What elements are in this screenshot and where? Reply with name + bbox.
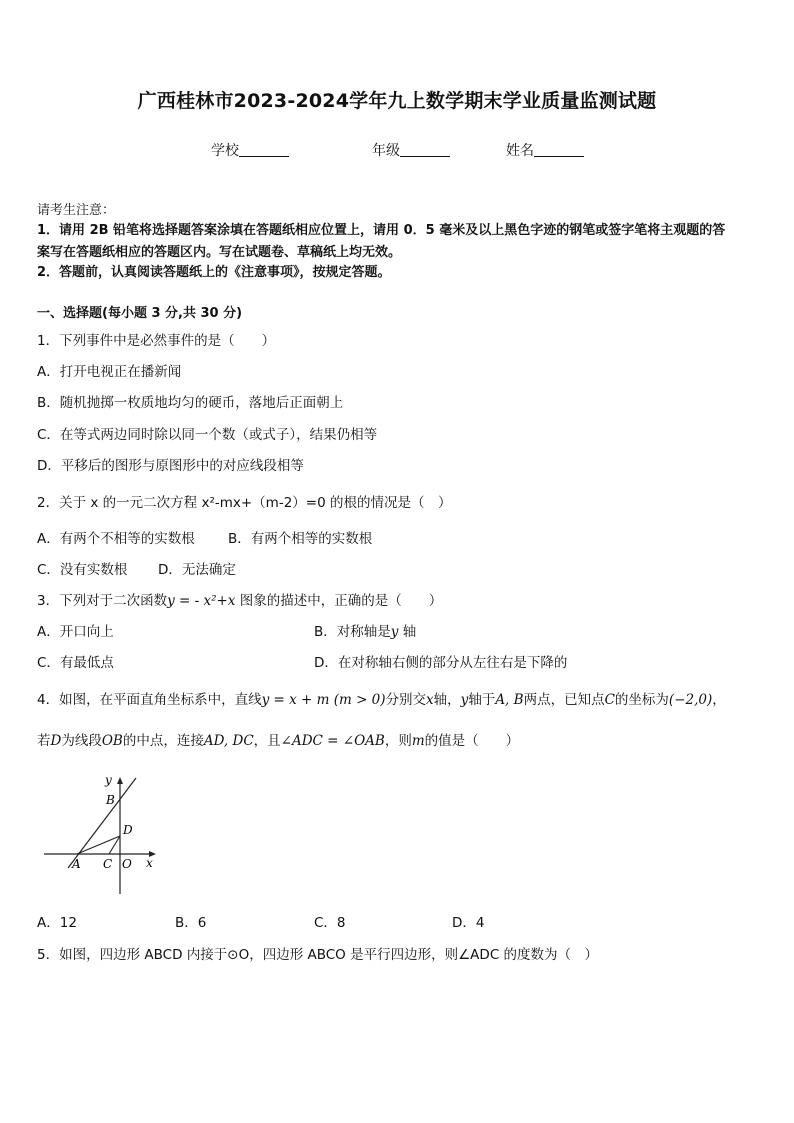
q4-math: ∠ADC = ∠OAB bbox=[280, 733, 385, 749]
q1-option-c[interactable]: C．在等式两边同时除以同一个数（或式子），结果仍相等 bbox=[37, 427, 378, 443]
q4-math: AD, DC bbox=[203, 733, 254, 749]
notice-heading: 请考生注意： bbox=[37, 203, 116, 218]
section-heading: 一、选择题(每小题 3 分,共 30 分) bbox=[37, 306, 243, 321]
q2-stem: 2．关于 x 的一元二次方程 x²-mx+（m-2）=0 的根的情况是（ ） bbox=[37, 495, 452, 511]
page-title: 广西桂林市2023-2024学年九上数学期末学业质量监测试题 bbox=[137, 90, 657, 112]
y-axis-arrow bbox=[117, 777, 123, 784]
q4-math: y bbox=[460, 692, 469, 708]
q3-option-c[interactable]: C．有最低点 bbox=[37, 655, 114, 671]
q2-option-b[interactable]: B．有两个相等的实数根 bbox=[228, 531, 373, 547]
q4-option-a[interactable]: A．12 bbox=[37, 915, 77, 931]
q4-text: 的坐标为 bbox=[614, 692, 669, 708]
q1-option-a[interactable]: A．打开电视正在播新闻 bbox=[37, 364, 182, 380]
q4-text: 轴于 bbox=[468, 692, 496, 708]
q1-option-d[interactable]: D．平移后的图形与原图形中的对应线段相等 bbox=[37, 458, 304, 474]
grade-blank[interactable] bbox=[400, 142, 450, 157]
q4-option-c[interactable]: C．8 bbox=[314, 915, 346, 931]
label-d: D bbox=[123, 823, 133, 837]
q4-math: OB bbox=[101, 733, 123, 749]
q4-text: 轴， bbox=[433, 692, 461, 708]
q5-stem: 5．如图，四边形 ABCD 内接于⊙O，四边形 ABCO 是平行四边形，则∠ADC 的度数为（ ） bbox=[37, 947, 599, 963]
q4-text: 的中点，连接 bbox=[122, 733, 204, 749]
q4-math: y = x + m (m > 0) bbox=[261, 692, 386, 708]
name-blank[interactable] bbox=[534, 142, 584, 157]
q4-text: 两点，已知点 bbox=[523, 692, 605, 708]
grade-field[interactable] bbox=[372, 140, 450, 160]
segment-ad bbox=[77, 836, 120, 854]
label-x: x bbox=[146, 856, 153, 870]
q1-stem: 1．下列事件中是必然事件的是（ ） bbox=[37, 333, 276, 349]
q4-math: m bbox=[411, 733, 425, 749]
q3-stem-text-1: 3．下列对于二次函数 bbox=[37, 593, 168, 609]
q4-option-b[interactable]: B．6 bbox=[175, 915, 207, 931]
grade-label: 年级 bbox=[372, 143, 400, 159]
q4-text: 的值是（ ） bbox=[424, 733, 520, 749]
q4-text: 若 bbox=[37, 733, 51, 749]
q4-math: C bbox=[604, 692, 615, 708]
q4-stem-line-2 bbox=[37, 731, 519, 751]
q3-option-b[interactable] bbox=[314, 622, 416, 642]
school-label: 学校 bbox=[211, 143, 239, 159]
notice-item-2: 2．答题前，认真阅读答题纸上的《注意事项》，按规定答题。 bbox=[37, 265, 391, 280]
q3-option-b-text-1: B．对称轴是 bbox=[314, 624, 391, 640]
q1-option-b[interactable]: B．随机抛掷一枚质地均匀的硬币，落地后正面朝上 bbox=[37, 395, 344, 411]
q4-text: 分别交 bbox=[385, 692, 427, 708]
label-a: A bbox=[72, 857, 81, 871]
q2-option-d[interactable]: D．无法确定 bbox=[158, 562, 236, 578]
q3-stem bbox=[37, 591, 442, 611]
notice-item-1-line-2: 案写在答题纸相应的答题区内。写在试题卷、草稿纸上均无效。 bbox=[37, 245, 402, 260]
school-field[interactable] bbox=[211, 140, 289, 160]
q3-option-d[interactable]: D．在对称轴右侧的部分从左往右是下降的 bbox=[314, 655, 568, 671]
q3-option-a[interactable]: A．开口向上 bbox=[37, 624, 114, 640]
q2-option-a[interactable]: A．有两个不相等的实数根 bbox=[37, 531, 195, 547]
label-c: C bbox=[103, 857, 113, 871]
label-b: B bbox=[106, 793, 115, 807]
q4-math: D bbox=[50, 733, 62, 749]
name-field[interactable] bbox=[506, 140, 584, 160]
q4-math: x bbox=[426, 692, 434, 708]
notice-item-1-line-1: 1．请用 2B 铅笔将选择题答案涂填在答题纸相应位置上，请用 0．5 毫米及以上黑色字迹的钢笔或签字笔将主观题的答 bbox=[37, 223, 726, 238]
student-info-row bbox=[0, 140, 794, 160]
q4-text: ，则 bbox=[384, 733, 412, 749]
school-blank[interactable] bbox=[239, 142, 289, 157]
name-label: 姓名 bbox=[506, 143, 534, 159]
q4-option-d[interactable]: D．4 bbox=[452, 915, 485, 931]
q3-option-b-text-2: 轴 bbox=[398, 624, 417, 640]
q3-stem-text-2: 图象的描述中，正确的是（ ） bbox=[235, 593, 443, 609]
label-y: y bbox=[105, 773, 112, 787]
q2-option-c[interactable]: C．没有实数根 bbox=[37, 562, 128, 578]
q4-text: 4．如图，在平面直角坐标系中，直线 bbox=[37, 692, 262, 708]
q4-text: ， bbox=[712, 692, 726, 708]
q3-function-expression: y = - x²+x bbox=[167, 593, 236, 609]
label-o: O bbox=[122, 857, 132, 871]
q4-coordinate-figure bbox=[40, 772, 162, 896]
q3-option-b-math: y bbox=[390, 624, 399, 640]
q4-text: ，且 bbox=[253, 733, 281, 749]
q4-math: (−2,0) bbox=[668, 692, 713, 708]
q4-stem-line-1 bbox=[37, 690, 726, 710]
q4-math: A, B bbox=[495, 692, 524, 708]
q4-text: 为线段 bbox=[61, 733, 102, 749]
